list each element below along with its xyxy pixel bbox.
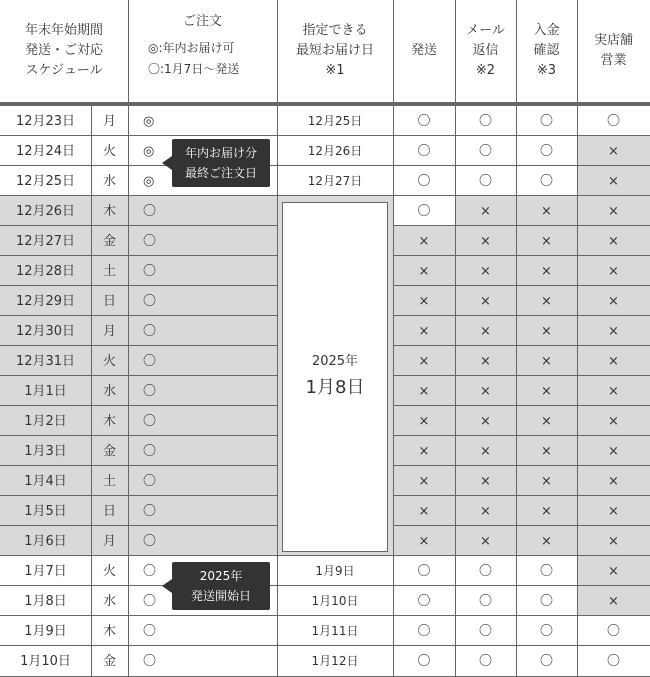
pay-cell: × bbox=[516, 286, 577, 316]
pay-cell: 〇 bbox=[516, 106, 577, 136]
order-cell: ◎ bbox=[128, 166, 277, 196]
store-cell: × bbox=[577, 136, 650, 166]
ship-cell: × bbox=[393, 316, 455, 346]
store-cell: × bbox=[577, 286, 650, 316]
mail-cell: 〇 bbox=[455, 136, 516, 166]
column-divider bbox=[577, 106, 578, 677]
mail-cell: × bbox=[455, 406, 516, 436]
ship-cell: 〇 bbox=[393, 616, 455, 646]
dow-cell: 木 bbox=[91, 616, 128, 646]
dow-cell: 金 bbox=[91, 646, 128, 676]
order-cell: 〇 bbox=[128, 406, 277, 436]
mail-cell: 〇 bbox=[455, 556, 516, 586]
order-cell: 〇 bbox=[128, 316, 277, 346]
dow-cell: 火 bbox=[91, 346, 128, 376]
header-order bbox=[128, 0, 277, 102]
store-cell: × bbox=[577, 496, 650, 526]
row-divider bbox=[0, 375, 277, 376]
store-cell: × bbox=[577, 436, 650, 466]
mail-cell: × bbox=[455, 286, 516, 316]
date-cell: 1月10日 bbox=[0, 646, 91, 676]
row-divider bbox=[0, 135, 650, 136]
mail-cell: × bbox=[455, 256, 516, 286]
order-cell: 〇 bbox=[128, 346, 277, 376]
date-cell: 1月4日 bbox=[0, 466, 91, 496]
header-title-line: 年末年始期間 bbox=[24, 23, 103, 38]
row-divider bbox=[0, 525, 277, 526]
header-mail-line: ※2 bbox=[475, 63, 496, 78]
row-divider bbox=[0, 285, 277, 286]
order-cell: 〇 bbox=[128, 286, 277, 316]
ship-cell: × bbox=[393, 526, 455, 556]
store-cell: × bbox=[577, 556, 650, 586]
date-cell: 1月9日 bbox=[0, 616, 91, 646]
column-divider bbox=[577, 0, 578, 102]
callout-shipping-start bbox=[172, 562, 270, 610]
header-payment-line: ※3 bbox=[536, 63, 557, 78]
pay-cell: × bbox=[516, 496, 577, 526]
header-store bbox=[577, 0, 650, 102]
ship-cell: × bbox=[393, 466, 455, 496]
ship-cell: × bbox=[393, 286, 455, 316]
date-cell: 12月28日 bbox=[0, 256, 91, 286]
pay-cell: × bbox=[516, 466, 577, 496]
row-divider bbox=[0, 435, 277, 436]
order-cell: 〇 bbox=[128, 196, 277, 226]
ship-cell: × bbox=[393, 256, 455, 286]
dow-cell: 火 bbox=[91, 136, 128, 166]
callout-new-year-line: 発送開始日 bbox=[190, 589, 251, 603]
date-cell: 1月8日 bbox=[0, 586, 91, 616]
pay-cell: 〇 bbox=[516, 166, 577, 196]
order-cell: 〇 bbox=[128, 436, 277, 466]
store-cell: × bbox=[577, 256, 650, 286]
row-divider bbox=[0, 225, 277, 226]
dow-cell: 金 bbox=[91, 436, 128, 466]
row-divider bbox=[0, 315, 277, 316]
mail-cell: 〇 bbox=[455, 586, 516, 616]
header-payment bbox=[516, 0, 577, 102]
store-cell: 〇 bbox=[577, 646, 650, 676]
mail-cell: 〇 bbox=[455, 106, 516, 136]
delivery-cell: 12月25日 bbox=[277, 106, 393, 136]
store-cell: 〇 bbox=[577, 616, 650, 646]
header-delivery bbox=[277, 0, 393, 102]
merged-delivery-cell bbox=[282, 202, 388, 552]
date-cell: 1月1日 bbox=[0, 376, 91, 406]
delivery-cell: 12月26日 bbox=[277, 136, 393, 166]
mail-cell: × bbox=[455, 436, 516, 466]
date-cell: 1月5日 bbox=[0, 496, 91, 526]
mail-cell: 〇 bbox=[455, 616, 516, 646]
date-cell: 12月27日 bbox=[0, 226, 91, 256]
store-cell: × bbox=[577, 166, 650, 196]
pay-cell: × bbox=[516, 526, 577, 556]
order-cell: 〇 bbox=[128, 646, 277, 676]
store-cell: × bbox=[577, 226, 650, 256]
dow-cell: 金 bbox=[91, 226, 128, 256]
mail-cell: 〇 bbox=[455, 166, 516, 196]
dow-cell: 水 bbox=[91, 376, 128, 406]
callout-year-end-last-order bbox=[172, 139, 270, 187]
ship-cell: 〇 bbox=[393, 136, 455, 166]
row-divider bbox=[0, 555, 650, 556]
pay-cell: × bbox=[516, 406, 577, 436]
dow-cell: 月 bbox=[91, 106, 128, 136]
pay-cell: 〇 bbox=[516, 646, 577, 676]
order-cell: 〇 bbox=[128, 256, 277, 286]
column-divider bbox=[455, 106, 456, 677]
header-delivery-line: 最短お届け日 bbox=[295, 43, 374, 58]
row-divider bbox=[0, 255, 277, 256]
mail-cell: 〇 bbox=[455, 646, 516, 676]
order-cell: 〇 bbox=[128, 586, 277, 616]
date-cell: 1月7日 bbox=[0, 556, 91, 586]
order-cell: 〇 bbox=[128, 376, 277, 406]
mail-cell: × bbox=[455, 376, 516, 406]
dow-cell: 日 bbox=[91, 286, 128, 316]
dow-cell: 日 bbox=[91, 496, 128, 526]
dow-cell: 水 bbox=[91, 166, 128, 196]
order-cell: 〇 bbox=[128, 496, 277, 526]
mail-cell: × bbox=[455, 526, 516, 556]
pay-cell: × bbox=[516, 196, 577, 226]
column-divider bbox=[277, 106, 278, 677]
date-cell: 12月26日 bbox=[0, 196, 91, 226]
row-divider bbox=[393, 285, 650, 286]
row-divider bbox=[393, 315, 650, 316]
delivery-cell: 1月11日 bbox=[277, 616, 393, 646]
dow-cell: 火 bbox=[91, 556, 128, 586]
merged-delivery-date: 1月8日 bbox=[305, 377, 365, 398]
pay-cell: 〇 bbox=[516, 616, 577, 646]
ship-cell: × bbox=[393, 226, 455, 256]
pay-cell: 〇 bbox=[516, 136, 577, 166]
row-divider bbox=[393, 255, 650, 256]
header-mail-line: メール bbox=[466, 23, 505, 38]
store-cell: × bbox=[577, 406, 650, 436]
header-store-line: 実店舗 bbox=[593, 33, 633, 48]
callout-new-year-line: 2025年 bbox=[199, 569, 243, 583]
pay-cell: × bbox=[516, 256, 577, 286]
store-cell: × bbox=[577, 466, 650, 496]
header-title bbox=[0, 0, 128, 102]
date-cell: 12月29日 bbox=[0, 286, 91, 316]
header-mail-line: 返信 bbox=[472, 43, 499, 58]
order-cell: ◎ bbox=[128, 136, 277, 166]
date-cell: 1月3日 bbox=[0, 436, 91, 466]
date-cell: 12月24日 bbox=[0, 136, 91, 166]
row-divider bbox=[0, 645, 650, 646]
store-cell: 〇 bbox=[577, 106, 650, 136]
row-divider bbox=[393, 525, 650, 526]
delivery-cell: 1月12日 bbox=[277, 646, 393, 676]
date-cell: 12月31日 bbox=[0, 346, 91, 376]
header-delivery-line: ※1 bbox=[325, 63, 345, 78]
store-cell: × bbox=[577, 526, 650, 556]
ship-cell: × bbox=[393, 346, 455, 376]
order-cell: 〇 bbox=[128, 226, 277, 256]
column-divider bbox=[128, 0, 129, 102]
row-divider bbox=[0, 195, 650, 196]
header-payment-line: 確認 bbox=[533, 43, 560, 58]
date-cell: 1月6日 bbox=[0, 526, 91, 556]
mail-cell: × bbox=[455, 346, 516, 376]
ship-cell: 〇 bbox=[393, 556, 455, 586]
header-order-title: ご注文 bbox=[182, 14, 222, 29]
mail-cell: × bbox=[455, 466, 516, 496]
row-divider bbox=[0, 585, 650, 586]
row-divider bbox=[393, 405, 650, 406]
row-divider bbox=[393, 435, 650, 436]
dow-cell: 木 bbox=[91, 406, 128, 436]
header-title-line: スケジュール bbox=[25, 63, 103, 78]
row-divider bbox=[393, 225, 650, 226]
dow-cell: 土 bbox=[91, 466, 128, 496]
column-divider bbox=[277, 0, 278, 102]
pay-cell: 〇 bbox=[516, 586, 577, 616]
date-cell: 1月2日 bbox=[0, 406, 91, 436]
ship-cell: 〇 bbox=[393, 586, 455, 616]
order-cell: 〇 bbox=[128, 466, 277, 496]
row-divider bbox=[0, 615, 650, 616]
row-divider bbox=[0, 405, 277, 406]
column-divider bbox=[393, 0, 394, 102]
column-divider bbox=[91, 106, 92, 677]
row-divider bbox=[393, 495, 650, 496]
callout-year-end-line: 年内お届け分 bbox=[184, 146, 257, 160]
order-cell: 〇 bbox=[128, 556, 277, 586]
header-payment-line: 入金 bbox=[533, 23, 560, 38]
pay-cell: 〇 bbox=[516, 556, 577, 586]
delivery-cell: 1月9日 bbox=[277, 556, 393, 586]
header-delivery-line: 指定できる bbox=[302, 23, 368, 38]
pay-cell: × bbox=[516, 226, 577, 256]
date-cell: 12月30日 bbox=[0, 316, 91, 346]
pay-cell: × bbox=[516, 316, 577, 346]
row-divider bbox=[0, 465, 277, 466]
ship-cell: 〇 bbox=[393, 166, 455, 196]
header-order-note-single: 〇:1月7日〜発送 bbox=[148, 62, 240, 76]
ship-cell: 〇 bbox=[393, 196, 455, 226]
column-divider bbox=[455, 0, 456, 102]
pay-cell: × bbox=[516, 346, 577, 376]
column-divider bbox=[128, 106, 129, 677]
mail-cell: × bbox=[455, 316, 516, 346]
order-cell: 〇 bbox=[128, 616, 277, 646]
ship-cell: × bbox=[393, 496, 455, 526]
column-divider bbox=[393, 106, 394, 677]
store-cell: × bbox=[577, 316, 650, 346]
row-divider bbox=[0, 165, 650, 166]
callout-year-end-line: 最終ご注文日 bbox=[184, 166, 257, 180]
store-cell: × bbox=[577, 376, 650, 406]
order-cell: ◎ bbox=[128, 106, 277, 136]
header-store-line: 営業 bbox=[600, 53, 627, 68]
header-title-line: 発送・ご対応 bbox=[24, 43, 103, 58]
ship-cell: × bbox=[393, 376, 455, 406]
pay-cell: × bbox=[516, 436, 577, 466]
mail-cell: × bbox=[455, 496, 516, 526]
header-mail bbox=[455, 0, 516, 102]
ship-cell: 〇 bbox=[393, 646, 455, 676]
store-cell: × bbox=[577, 196, 650, 226]
ship-cell: 〇 bbox=[393, 106, 455, 136]
row-divider bbox=[0, 495, 277, 496]
dow-cell: 月 bbox=[91, 316, 128, 346]
header-shipping-label: 発送 bbox=[410, 43, 437, 58]
row-divider bbox=[393, 375, 650, 376]
column-divider bbox=[516, 106, 517, 677]
ship-cell: × bbox=[393, 436, 455, 466]
dow-cell: 土 bbox=[91, 256, 128, 286]
delivery-cell: 12月27日 bbox=[277, 166, 393, 196]
row-divider bbox=[393, 465, 650, 466]
header-divider bbox=[0, 104, 650, 106]
date-cell: 12月23日 bbox=[0, 106, 91, 136]
mail-cell: × bbox=[455, 196, 516, 226]
header-order-note-double: ◎:年内お届け可 bbox=[148, 41, 235, 55]
column-divider bbox=[516, 0, 517, 102]
dow-cell: 木 bbox=[91, 196, 128, 226]
row-divider bbox=[0, 345, 277, 346]
store-cell: × bbox=[577, 346, 650, 376]
delivery-cell: 1月10日 bbox=[277, 586, 393, 616]
header-shipping bbox=[393, 0, 455, 102]
store-cell: × bbox=[577, 586, 650, 616]
date-cell: 12月25日 bbox=[0, 166, 91, 196]
row-divider bbox=[393, 345, 650, 346]
dow-cell: 月 bbox=[91, 526, 128, 556]
pay-cell: × bbox=[516, 376, 577, 406]
order-cell: 〇 bbox=[128, 526, 277, 556]
merged-delivery-year: 2025年 bbox=[311, 354, 359, 369]
mail-cell: × bbox=[455, 226, 516, 256]
dow-cell: 水 bbox=[91, 586, 128, 616]
ship-cell: × bbox=[393, 406, 455, 436]
